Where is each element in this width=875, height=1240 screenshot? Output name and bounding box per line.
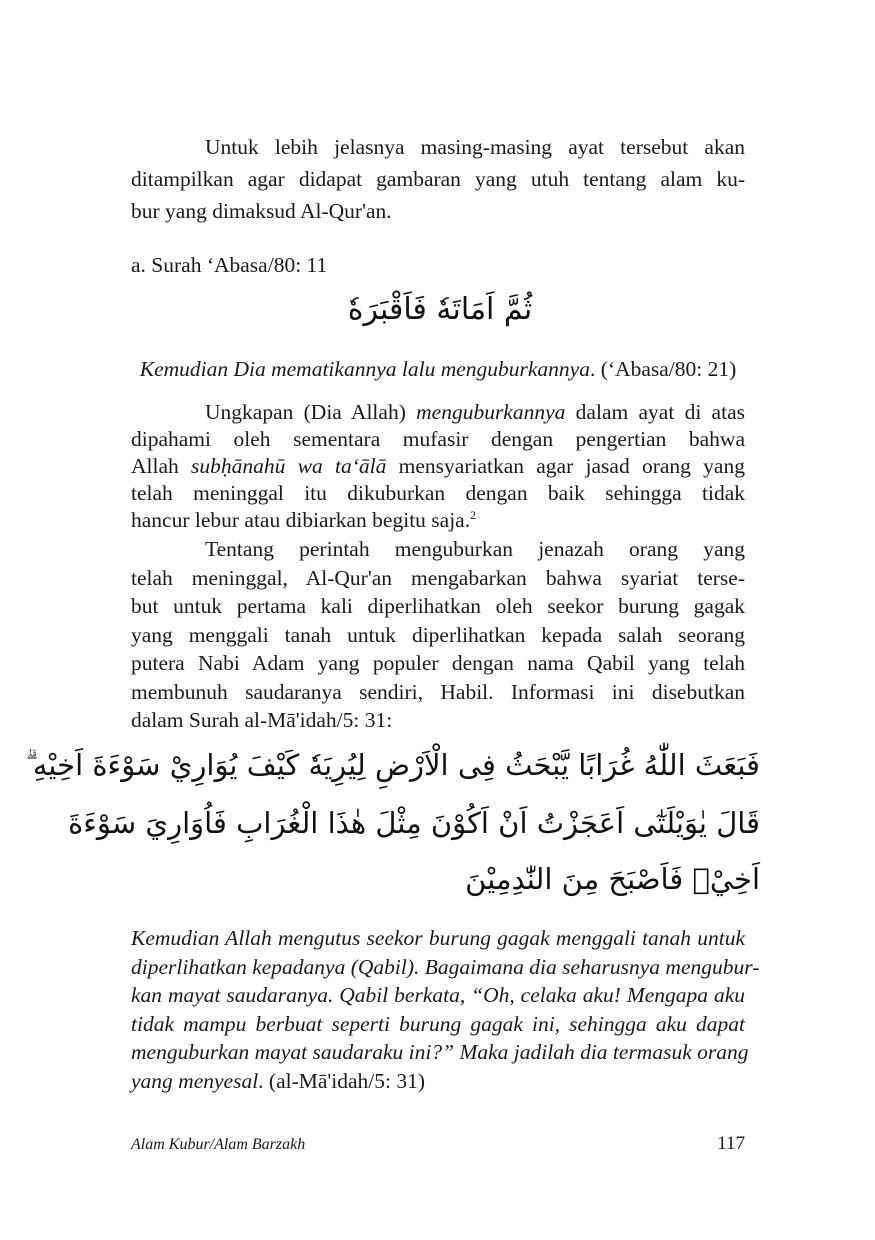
- running-title: Alam Kubur/Alam Barzakh: [131, 1136, 306, 1153]
- text-line: [131, 535, 745, 563]
- text-segment: Allah: [131, 454, 192, 478]
- text-segment: yang menyesal: [131, 1068, 259, 1093]
- text-line: [131, 506, 745, 534]
- text-line: [131, 1010, 745, 1038]
- text-segment: Tentang perintah menguburkan jenazah orang yang: [205, 537, 745, 561]
- text-segment: Untuk lebih jelasnya masing-masing ayat tersebut akan: [205, 135, 745, 159]
- text-segment: telah meninggal, Al-Qur'an mengabarkan bahwa syariat terse-: [131, 565, 745, 590]
- text-segment: hancur lebur atau dibiarkan begitu saja.: [131, 508, 471, 532]
- text-line: [131, 452, 745, 480]
- text-line: [131, 706, 745, 734]
- text-segment: Kemudian Allah mengutus seekor burung gagak menggali tanah untuk: [131, 926, 745, 950]
- arabic-line: فَبَعَثَ اللّٰهُ غُرَابًا يَّبْحَثُ فِى الْاَرْضِ لِيُرِيَهٗ كَيْفَ يُوَارِيْ سَوْءَةَ اَخِيْهِ ۗ: [25, 748, 760, 782]
- text-segment: menguburkannya: [416, 400, 566, 424]
- text-segment: telah meninggal itu dikuburkan dengan baik sehingga tidak: [131, 481, 745, 505]
- text-segment: tidak mampu berbuat seperti burung gagak ini, sehingga aku dapat: [131, 1011, 745, 1036]
- text-segment: kan mayat saudaranya. Qabil berkata, “Oh, celaka aku! Mengapa aku: [131, 983, 745, 1007]
- text-segment: but untuk pertama kali diperlihatkan oleh seekor burung gagak: [131, 594, 745, 618]
- text-segment: Ungkapan (Dia Allah): [205, 400, 417, 424]
- arabic-line: اَخِيْۚ فَاَصْبَحَ مِنَ النّٰدِمِيْنَ: [465, 862, 760, 896]
- text-line: [131, 1038, 749, 1066]
- text-segment: dipahami oleh sementara mufasir dengan pengertian bahwa: [131, 427, 745, 451]
- text-segment: dalam ayat di atas: [565, 400, 745, 424]
- text-line: [131, 592, 745, 620]
- text-line: [131, 981, 745, 1009]
- text-segment: . (al-Mā'idah/5: 31): [258, 1068, 426, 1093]
- text-segment: subḥānahū wa ta‘ālā: [191, 454, 387, 478]
- text-segment: diperlihatkan kepadanya (Qabil). Bagaimana dia seharusnya mengubur-: [131, 954, 760, 979]
- text-segment: a. Surah ‘Abasa/80: 11: [131, 253, 328, 277]
- footnote-ref: 2: [470, 507, 477, 522]
- text-line: [131, 398, 745, 426]
- text-segment: mensyariatkan agar jasad orang yang: [386, 454, 745, 478]
- text-line: [131, 479, 745, 507]
- text-line: [131, 649, 745, 677]
- text-line: [131, 924, 745, 952]
- text-line: [131, 953, 760, 981]
- text-line: [131, 621, 745, 649]
- text-line: [131, 564, 745, 592]
- text-line: [131, 251, 745, 279]
- arabic-verse-abasa-11: ثُمَّ اَمَاتَهٗ فَاَقْبَرَهٗ: [347, 292, 533, 327]
- text-line: [131, 355, 745, 383]
- text-segment: ditampilkan agar didapat gambaran yang utuh tentang alam ku-: [131, 167, 745, 191]
- text-segment: . (‘Abasa/80: 21): [589, 357, 737, 381]
- text-segment: Kemudian Dia mematikannya lalu menguburkannya: [139, 357, 590, 381]
- arabic-line: قَالَ يٰوَيْلَتٰٓى اَعَجَزْتُ اَنْ اَكُوْنَ مِثْلَ هٰذَا الْغُرَابِ فَاُوَارِيَ سَوْءَةَ: [68, 806, 760, 840]
- text-line: [131, 197, 745, 225]
- text-line: [131, 425, 745, 453]
- text-line: [131, 1067, 745, 1095]
- text-segment: membunuh saudaranya sendiri, Habil. Informasi ini disebutkan: [131, 679, 745, 704]
- text-segment: menguburkan mayat saudaraku ini?” Maka jadilah dia termasuk orang: [131, 1040, 749, 1064]
- text-segment: dalam Surah al-Mā'idah/5: 31:: [131, 708, 393, 732]
- text-segment: putera Nabi Adam yang populer dengan nama Qabil yang telah: [131, 651, 745, 675]
- text-line: [131, 133, 745, 161]
- page-number: 117: [717, 1133, 745, 1154]
- text-segment: bur yang dimaksud Al-Qur'an.: [131, 199, 392, 223]
- text-segment: yang menggali tanah untuk diperlihatkan kepada salah seorang: [131, 622, 745, 647]
- text-line: [131, 165, 745, 193]
- text-line: [131, 678, 745, 706]
